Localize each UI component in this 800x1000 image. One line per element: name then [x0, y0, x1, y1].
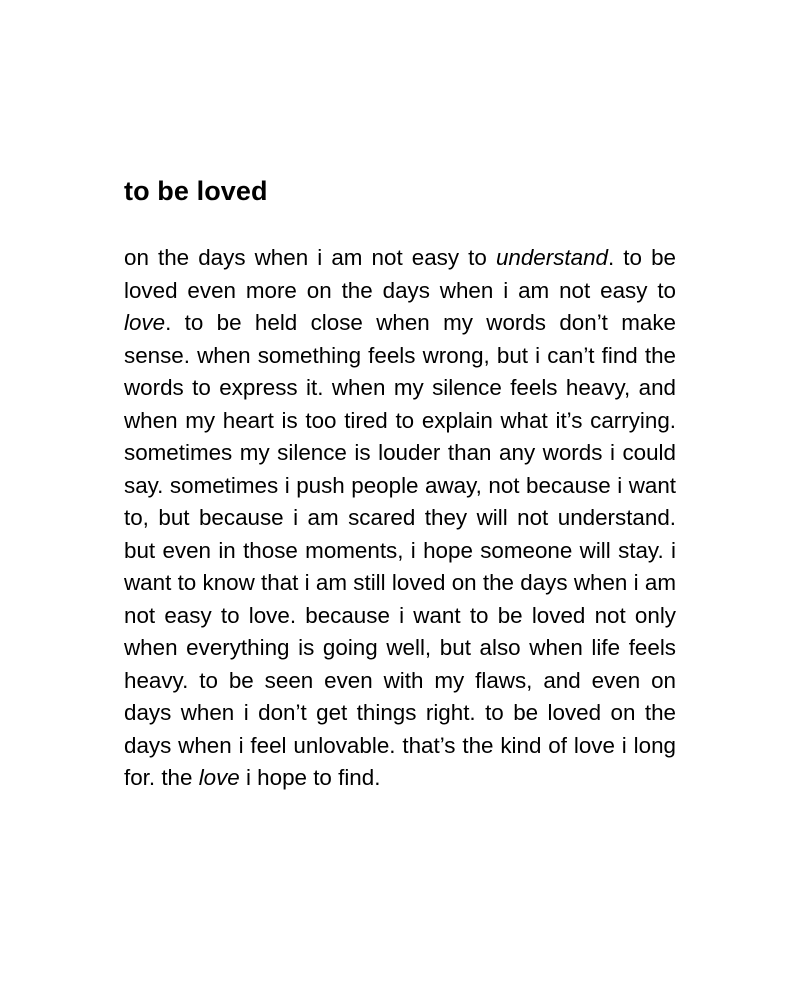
poem-title: to be loved	[124, 176, 268, 206]
poem-text-segment: . to be held close when my words don’t make sense. when something feels wrong, but i can’t find the words to express it. when my silence feels heavy, and when my heart is too tired to explain what it’s carrying. sometimes my silence is louder than any words i could say. sometimes i push people away, not because i want to, but because i am scared they will not understand. but even in those moments, i hope someone will stay. i want to know that i am still loved on the days when i am not easy to love. because i want to be loved not only when everything is going well, but also when life feels heavy. to be seen even with my flaws, and even on days when i don’t get things right. to be loved on the days when i feel unlovable. that’s the kind of love i long for. the	[124, 310, 676, 790]
poem-text-segment: i hope to find.	[239, 765, 381, 790]
poem-text-segment: on the days when i am not easy to	[124, 245, 496, 270]
poem-emphasis-love: love	[198, 765, 240, 790]
poem-emphasis-understand: understand	[495, 245, 608, 270]
poem-emphasis-love: love	[124, 310, 166, 335]
poem-body	[124, 242, 676, 795]
poem-text-segment: . to be loved even more on the days when i am not easy to	[124, 245, 676, 303]
poem	[124, 173, 676, 795]
